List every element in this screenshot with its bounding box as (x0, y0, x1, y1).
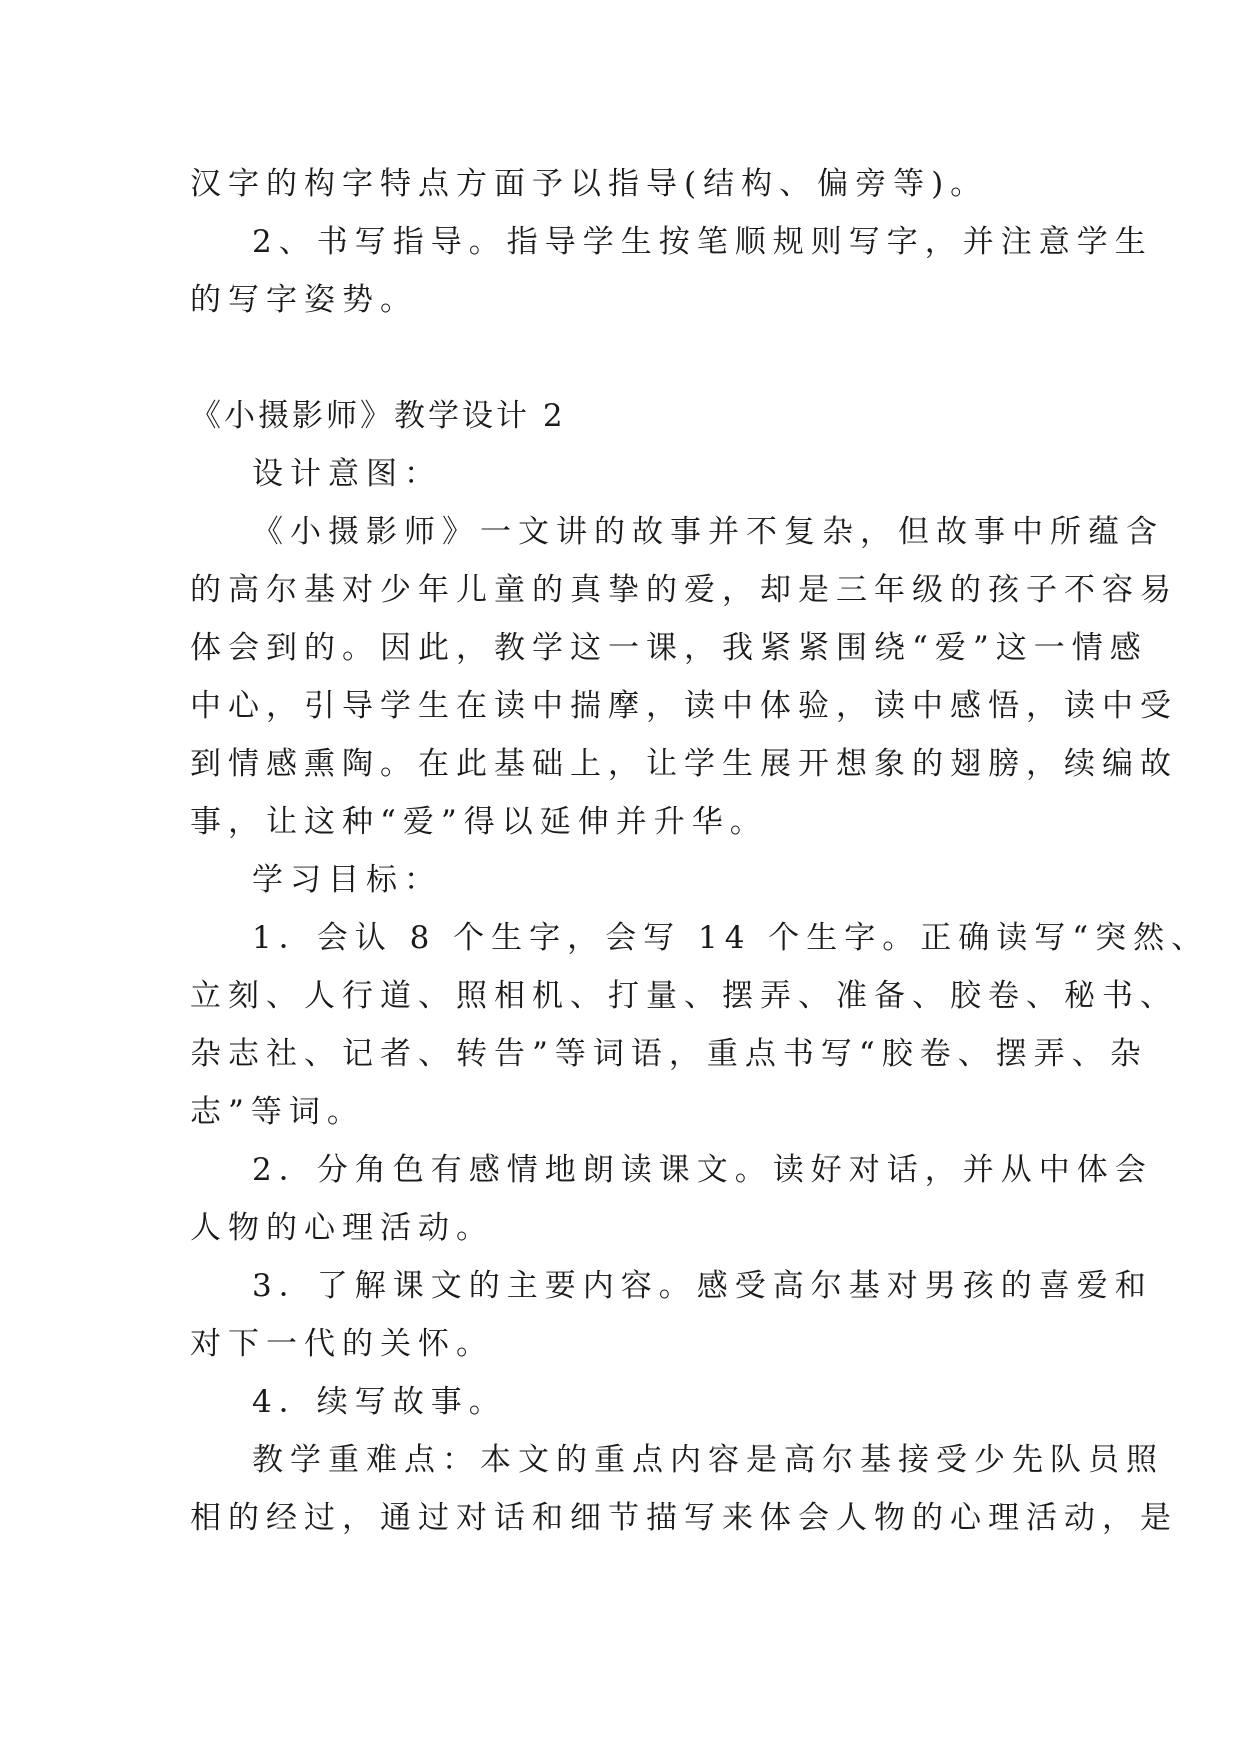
design-intent-paragraph-line: 到情感熏陶。在此基础上，让学生展开想象的翅膀，续编故 (190, 746, 1178, 782)
design-intent-paragraph-line: 体会到的。因此，教学这一课，我紧紧围绕“爱”这一情感 (190, 630, 1148, 666)
design-intent-paragraph-line: 的高尔基对少年儿童的真挚的爱，却是三年级的孩子不容易 (190, 572, 1178, 608)
goal-2-line: 人物的心理活动。 (190, 1210, 494, 1246)
goal-1-line: 1．会认 8 个生字，会写 14 个生字。正确读写“突然、 (252, 920, 1210, 956)
design-intent-paragraph-line: 事，让这种“爱”得以延伸并升华。 (190, 804, 768, 840)
goal-1-line: 立刻、人行道、照相机、打量、摆弄、准备、胶卷、秘书、 (190, 978, 1178, 1014)
goal-1-line: 志”等词。 (190, 1094, 365, 1130)
design-intent-paragraph-line: 中心，引导学生在读中揣摩，读中体验，读中感悟，读中受 (190, 688, 1178, 724)
section-spacer (190, 329, 1060, 387)
key-points-line: 教学重难点：本文的重点内容是高尔基接受少先队员照 (252, 1442, 1164, 1478)
writing-guidance-line: 的写字姿势。 (190, 282, 418, 318)
goal-3-line: 3．了解课文的主要内容。感受高尔基对男孩的喜爱和 (252, 1268, 1153, 1304)
goal-4-line: 4．续写故事。 (252, 1384, 507, 1420)
goal-2-line: 2．分角色有感情地朗读课文。读好对话，并从中体会 (252, 1152, 1153, 1188)
intro-text-line: 汉字的构字特点方面予以指导(结构、偏旁等)。 (190, 166, 989, 202)
goal-1-line: 杂志社、记者、转告”等词语，重点书写“胶卷、摆弄、杂 (190, 1036, 1148, 1072)
key-points-line: 相的经过，通过对话和细节描写来体会人物的心理活动，是 (190, 1500, 1178, 1536)
goal-3-line: 对下一代的关怀。 (190, 1326, 494, 1362)
design-intent-heading: 设计意图： (252, 456, 442, 492)
design-intent-paragraph-line: 《小摄影师》一文讲的故事并不复杂，但故事中所蕴含 (252, 514, 1164, 550)
section-title: 《小摄影师》教学设计 2 (190, 398, 566, 434)
learning-goals-heading: 学习目标： (252, 862, 442, 898)
writing-guidance-line: 2、书写指导。指导学生按笔顺规则写字，并注意学生 (252, 224, 1153, 260)
document-page (190, 155, 1210, 1547)
